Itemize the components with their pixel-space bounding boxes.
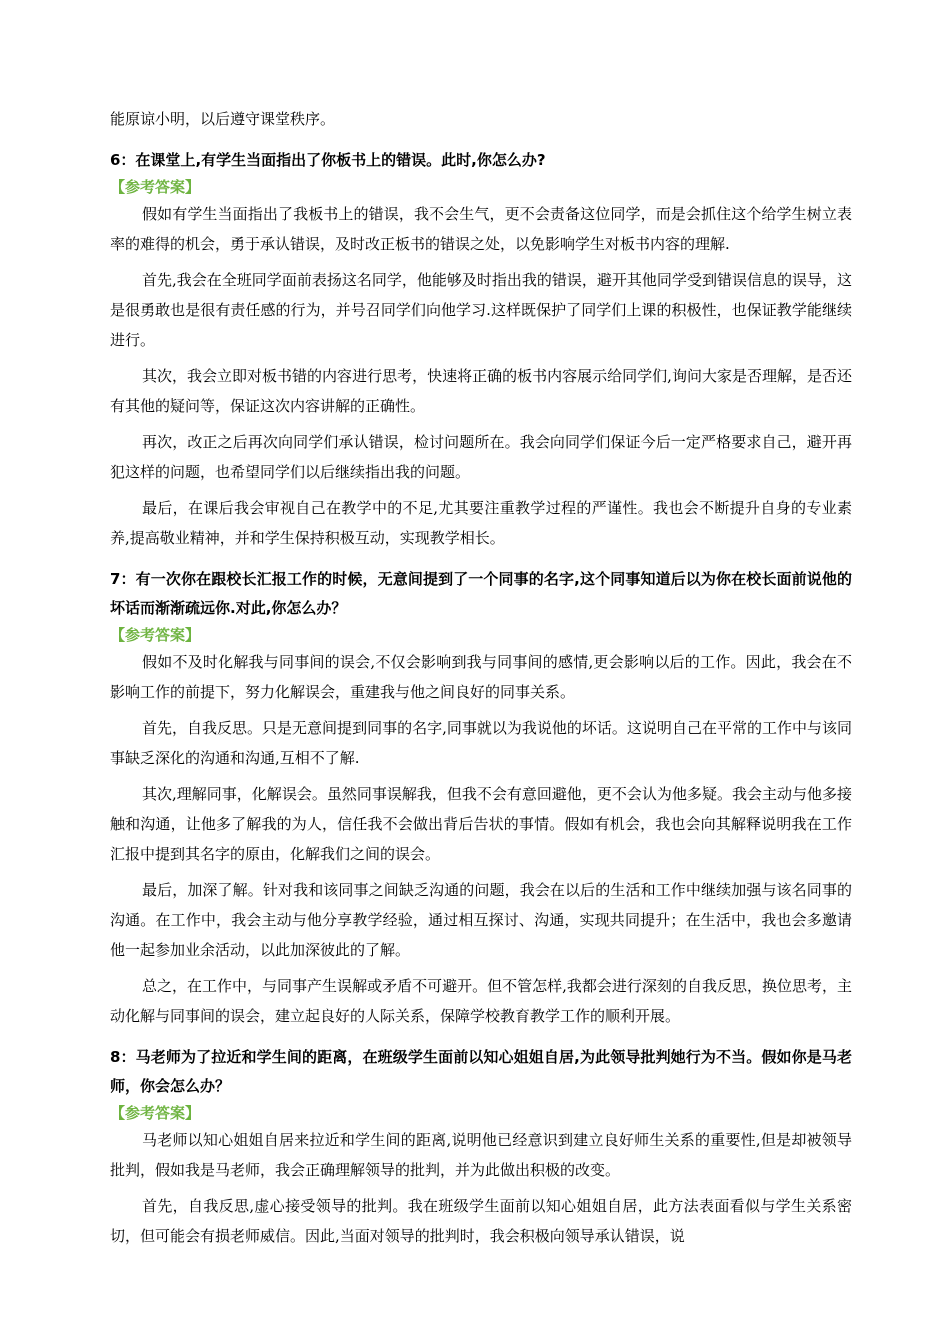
answer-label-7: 【参考答案】 (110, 626, 201, 644)
answer-8-paragraph-2: 首先，自我反思,虚心接受领导的批判。我在班级学生面前以知心姐姐自居，此方法表面看似与学生关系密切，但可能会有损老师威信。因此,当面对领导的批判时，我会积极向领导承认错误，说 (110, 1197, 852, 1245)
answer-6-paragraph-5: 最后，在课后我会审视自己在教学中的不足,尤其要注重教学过程的严谨性。我也会不断提升自身的专业素养,提高敬业精神，并和学生保持积极互动，实现教学相长。 (110, 499, 852, 547)
question-7-heading: 7：有一次你在跟校长汇报工作的时候，无意间提到了一个同事的名字,这个同事知道后以为你在校长面前说他的坏话而渐渐疏远你.对此,你怎么办？ (110, 570, 852, 617)
intro-tail-paragraph: 能原谅小明，以后遵守课堂秩序。 (110, 110, 336, 128)
answer-7-paragraph-3: 其次,理解同事，化解误会。虽然同事误解我，但我不会有意回避他，更不会认为他多疑。我会主动与他多接触和沟通，让他多了解我的为人，信任我不会做出背后告状的事情。假如有机会，我也会向其解释说明我在工作汇报中提到其名字的原由，化解我们之间的误会。 (110, 785, 852, 863)
question-8-heading: 8：马老师为了拉近和学生间的距离，在班级学生面前以知心姐姐自居,为此领导批判她行为不当。假如你是马老师，你会怎么办？ (110, 1048, 852, 1095)
answer-6-paragraph-1: 假如有学生当面指出了我板书上的错误，我不会生气，更不会责备这位同学，而是会抓住这个给学生树立表率的难得的机会，勇于承认错误，及时改正板书的错误之处，以免影响学生对板书内容的理解. (110, 205, 852, 253)
answer-6-paragraph-2: 首先,我会在全班同学面前表扬这名同学，他能够及时指出我的错误，避开其他同学受到错误信息的误导，这是很勇敢也是很有责任感的行为，并号召同学们向他学习.这样既保护了同学们上课的积极性，也保证教学能继续进行。 (110, 271, 852, 349)
answer-7-paragraph-2: 首先，自我反思。只是无意间提到同事的名字,同事就以为我说他的坏话。这说明自己在平常的工作中与该同事缺乏深化的沟通和沟通,互相不了解. (110, 719, 852, 767)
document-page (110, 104, 852, 1251)
answer-label-6: 【参考答案】 (110, 178, 201, 196)
answer-6-paragraph-3: 其次，我会立即对板书错的内容进行思考，快速将正确的板书内容展示给同学们,询问大家是否理解，是否还有其他的疑问等，保证这次内容讲解的正确性。 (110, 367, 852, 415)
answer-7-paragraph-1: 假如不及时化解我与同事间的误会,不仅会影响到我与同事间的感情,更会影响以后的工作。因此，我会在不影响工作的前提下，努力化解误会，重建我与他之间良好的同事关系。 (110, 653, 852, 701)
answer-label-8: 【参考答案】 (110, 1104, 201, 1122)
question-section-7 (110, 565, 852, 1031)
answer-8-paragraph-1: 马老师以知心姐姐自居来拉近和学生间的距离,说明他已经意识到建立良好师生关系的重要性,但是却被领导批判，假如我是马老师，我会正确理解领导的批判，并为此做出积极的改变。 (110, 1131, 852, 1179)
question-section-6 (110, 146, 852, 553)
answer-7-paragraph-4: 最后，加深了解。针对我和该同事之间缺乏沟通的问题，我会在以后的生活和工作中继续加强与该名同事的沟通。在工作中，我会主动与他分享教学经验，通过相互探讨、沟通，实现共同提升；在生活中，我也会多邀请他一起参加业余活动，以此加深彼此的了解。 (110, 881, 852, 959)
question-section-8 (110, 1043, 852, 1251)
answer-6-paragraph-4: 再次，改正之后再次向同学们承认错误，检讨问题所在。我会向同学们保证今后一定严格要求自己，避开再犯这样的问题，也希望同学们以后继续指出我的问题。 (110, 433, 852, 481)
question-6-heading: 6：在课堂上,有学生当面指出了你板书上的错误。此时,你怎么办? (110, 151, 546, 169)
answer-7-paragraph-5: 总之，在工作中，与同事产生误解或矛盾不可避开。但不管怎样,我都会进行深刻的自我反思，换位思考，主动化解与同事间的误会，建立起良好的人际关系，保障学校教育教学工作的顺利开展。 (110, 977, 852, 1025)
